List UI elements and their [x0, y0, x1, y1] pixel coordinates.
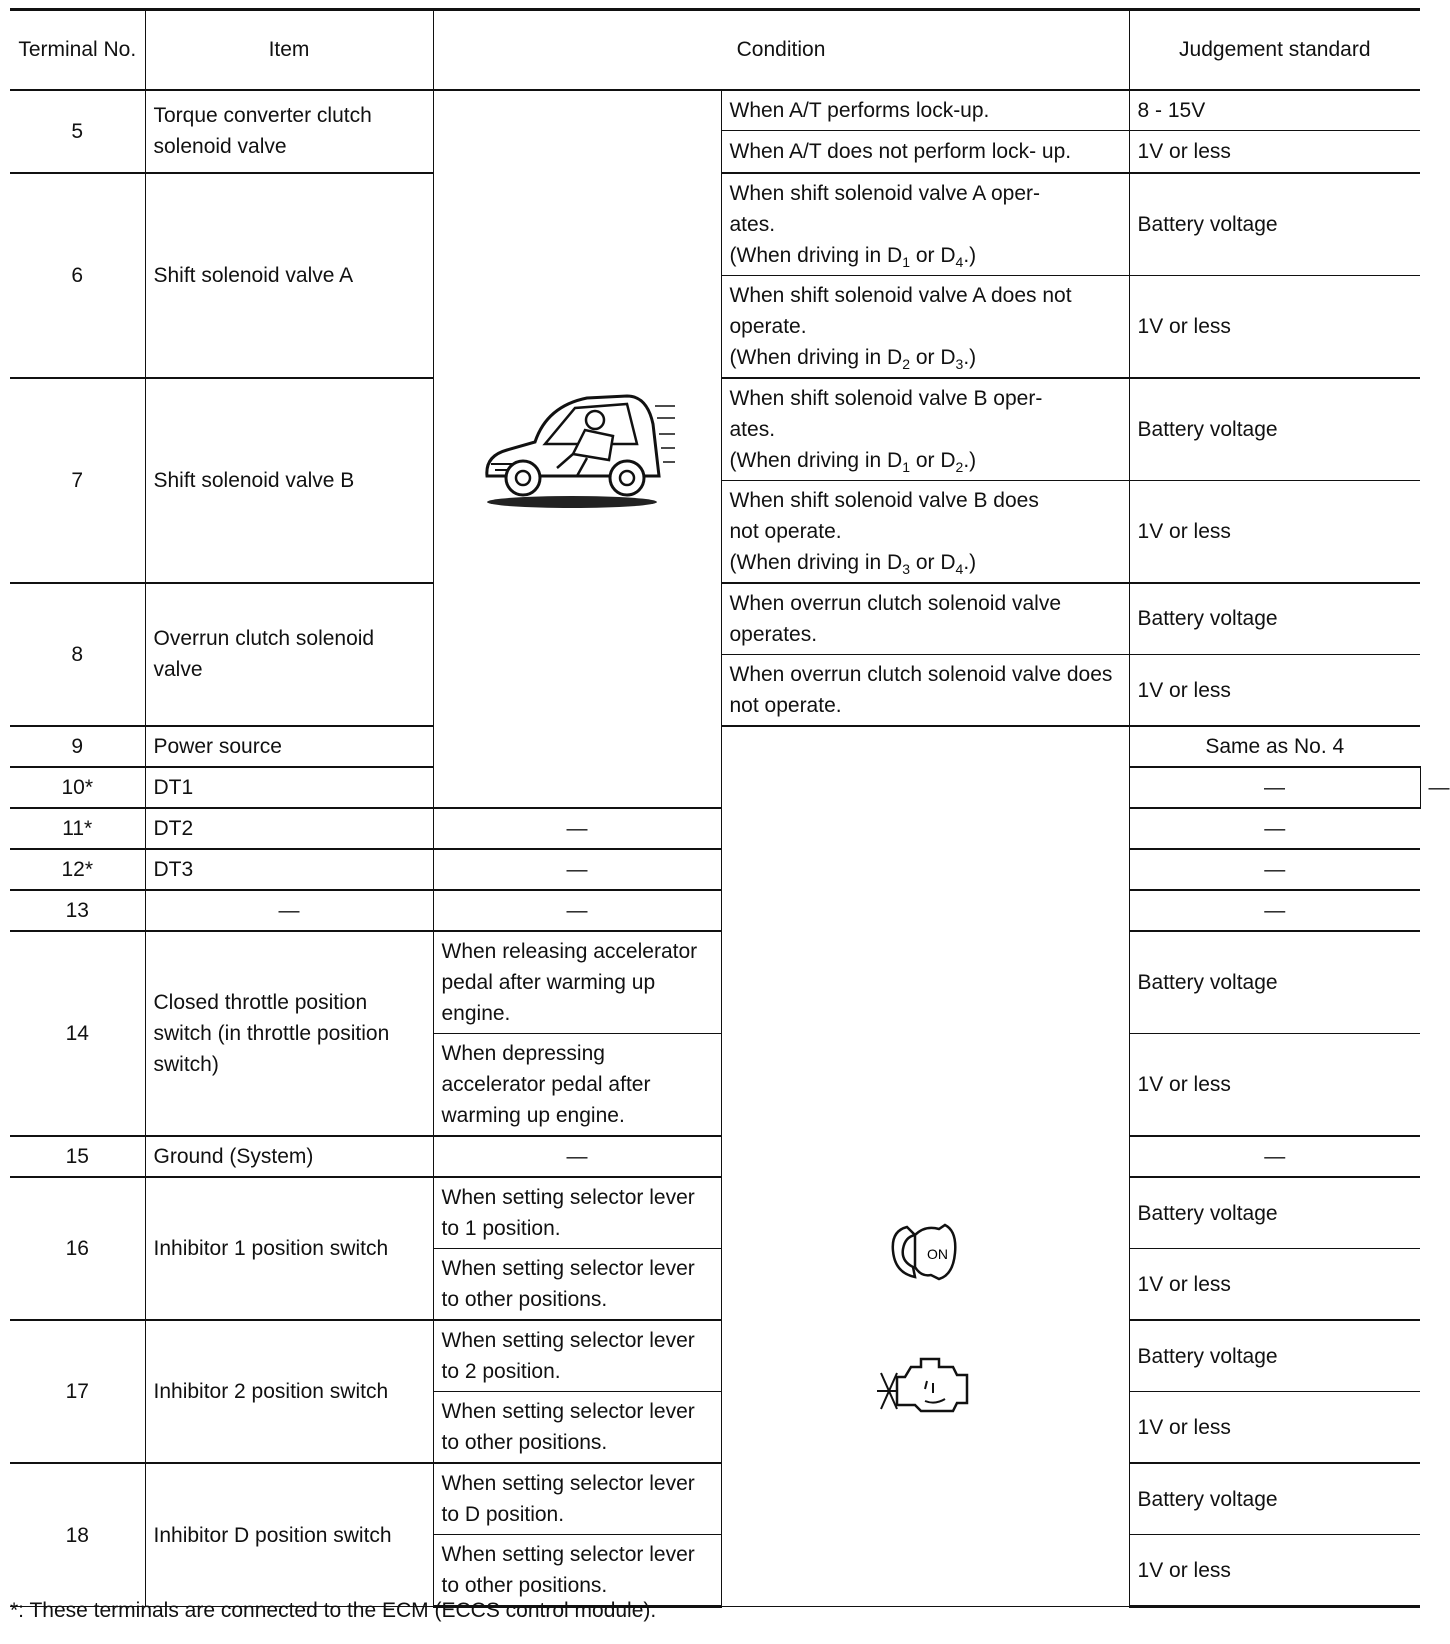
terminal-no: 8	[10, 583, 145, 727]
terminal-no: 6	[10, 173, 145, 378]
judgement-cell: —	[1129, 808, 1420, 849]
condition-line: When shift solenoid valve B does	[729, 488, 1039, 512]
ignition-on-text: ON	[927, 1245, 948, 1262]
condition-cell: When setting selector lever to 2 position.	[433, 1320, 721, 1392]
terminal-no: 7	[10, 378, 145, 583]
item-cell: Power source	[145, 726, 433, 767]
judgement-cell: 1V or less	[1129, 1034, 1420, 1137]
condition-line: (When driving in D	[729, 448, 903, 472]
judgement-cell: 1V or less	[1129, 1535, 1420, 1607]
item-cell: DT1	[145, 767, 433, 808]
condition-line: (When driving in D	[729, 243, 903, 267]
table-row	[10, 1177, 1420, 1249]
item-cell: Torque converter clutch solenoid valve	[145, 90, 433, 173]
judgement-cell: Battery voltage	[1129, 1177, 1420, 1249]
condition-cell: When overrun clutch solenoid valve does not operate.	[721, 655, 1129, 727]
judgement-cell: —	[1129, 890, 1420, 931]
table-row: 10* DT1 — —	[10, 767, 1420, 808]
condition-line: .)	[963, 448, 977, 472]
subscript: 4	[955, 560, 964, 577]
header-row	[10, 10, 1420, 90]
condition-cell: When A/T does not perform lock- up.	[721, 131, 1129, 173]
subscript: 1	[902, 253, 911, 270]
condition-line: .)	[963, 243, 977, 267]
terminal-no: 17	[10, 1320, 145, 1463]
terminal-no: 18	[10, 1463, 145, 1607]
judgement-cell: Battery voltage	[1129, 1463, 1420, 1535]
judgement-cell: Battery voltage	[1129, 173, 1420, 276]
driving-graphic-cell	[433, 90, 721, 809]
ignition-graphic-cell	[721, 726, 1129, 1607]
engine-running-icon	[875, 1347, 975, 1417]
terminal-no: 12*	[10, 849, 145, 890]
judgement-cell: 1V or less	[1129, 1249, 1420, 1321]
condition-cell	[721, 378, 1129, 481]
item-cell: Closed throttle position switch (in throttle position switch)	[145, 931, 433, 1136]
judgement-cell: Battery voltage	[1129, 931, 1420, 1034]
terminal-no: 14	[10, 931, 145, 1136]
condition-line: ates.	[729, 212, 776, 236]
subscript: 2	[955, 458, 964, 475]
subscript: 2	[902, 355, 911, 372]
subscript: 3	[955, 355, 964, 372]
judgement-cell: 8 - 15V	[1129, 90, 1420, 131]
item-cell: Inhibitor 2 position switch	[145, 1320, 433, 1463]
condition-cell	[721, 275, 1129, 378]
judgement-cell: 1V or less	[1129, 655, 1420, 727]
table-row	[10, 1320, 1420, 1392]
condition-cell: When A/T performs lock-up.	[721, 90, 1129, 131]
table-row	[10, 90, 1420, 131]
judgement-cell: Battery voltage	[1129, 583, 1420, 655]
subscript: 4	[955, 253, 964, 270]
subscript: 1	[902, 458, 911, 475]
item-cell: DT3	[145, 849, 433, 890]
judgement-cell: Battery voltage	[1129, 1320, 1420, 1392]
table-row	[10, 1463, 1420, 1535]
terminal-no: 16	[10, 1177, 145, 1320]
condition-cell: —	[433, 1136, 721, 1177]
condition-line: or D	[910, 243, 956, 267]
condition-line: .)	[963, 550, 977, 574]
condition-line: (When driving in D	[729, 345, 903, 369]
header-condition: Condition	[433, 10, 1129, 90]
judgement-cell: 1V or less	[1129, 480, 1420, 583]
table-row	[10, 849, 1420, 890]
condition-line: or D	[910, 448, 956, 472]
item-cell: Inhibitor 1 position switch	[145, 1177, 433, 1320]
condition-cell: When depressing accelerator pedal after warming up engine.	[433, 1034, 721, 1137]
condition-cell: Same as No. 4	[1129, 726, 1420, 767]
condition-line: When shift solenoid valve A oper-	[729, 181, 1041, 205]
condition-cell: —	[433, 849, 721, 890]
item-cell: Shift solenoid valve A	[145, 173, 433, 378]
subscript: 3	[902, 560, 911, 577]
item-cell: Overrun clutch solenoid valve	[145, 583, 433, 727]
car-driving-icon	[477, 384, 677, 514]
terminal-no: 9	[10, 726, 145, 767]
judgement-cell: —	[1129, 849, 1420, 890]
header-terminal: Terminal No.	[10, 10, 145, 90]
item-cell: Shift solenoid valve B	[145, 378, 433, 583]
terminal-no: 13	[10, 890, 145, 931]
item-cell: Ground (System)	[145, 1136, 433, 1177]
table-row	[10, 808, 1420, 849]
item-cell: —	[145, 890, 433, 931]
header-judgement: Judgement standard	[1129, 10, 1420, 90]
condition-cell: —	[433, 808, 721, 849]
judgement-cell: —	[1129, 1136, 1420, 1177]
condition-cell: —	[433, 890, 721, 931]
judgement-cell: 1V or less	[1129, 275, 1420, 378]
terminal-no: 10*	[10, 767, 145, 808]
condition-cell: When setting selector lever to D position.	[433, 1463, 721, 1535]
condition-line: .)	[963, 345, 977, 369]
judgement-cell: Battery voltage	[1129, 378, 1420, 481]
condition-line: or D	[910, 345, 956, 369]
condition-cell	[721, 173, 1129, 276]
condition-line: When shift solenoid valve A does not	[729, 283, 1072, 307]
condition-cell: When setting selector lever to other positions.	[433, 1535, 721, 1607]
table-row	[10, 1136, 1420, 1177]
table-row	[10, 890, 1420, 931]
terminal-no: 11*	[10, 808, 145, 849]
condition-cell	[721, 480, 1129, 583]
header-item: Item	[145, 10, 433, 90]
condition-cell: When setting selector lever to other positions.	[433, 1249, 721, 1321]
condition-cell: When setting selector lever to other positions.	[433, 1392, 721, 1464]
footnote: *: These terminals are connected to the ECM (ECCS control module).	[10, 1599, 657, 1622]
condition-cell: When releasing accelerator pedal after warming up engine.	[433, 931, 721, 1034]
terminal-no: 15	[10, 1136, 145, 1177]
terminal-table	[10, 8, 1450, 1608]
condition-line: When shift solenoid valve B oper-	[729, 386, 1043, 410]
item-cell: DT2	[145, 808, 433, 849]
condition-line: not operate.	[729, 519, 842, 543]
judgement-cell: 1V or less	[1129, 131, 1420, 173]
condition-line: operate.	[729, 314, 807, 338]
condition-line: (When driving in D	[729, 550, 903, 574]
condition-cell: When setting selector lever to 1 position.	[433, 1177, 721, 1249]
condition-line: ates.	[729, 417, 776, 441]
table-row	[10, 931, 1420, 1034]
condition-line: or D	[910, 550, 956, 574]
judgement-cell: 1V or less	[1129, 1392, 1420, 1464]
condition-cell: When overrun clutch solenoid valve operates.	[721, 583, 1129, 655]
terminal-no: 5	[10, 90, 145, 173]
ignition-key-on-icon	[885, 1217, 965, 1287]
condition-cell: —	[1129, 767, 1420, 808]
item-cell: Inhibitor D position switch	[145, 1463, 433, 1607]
